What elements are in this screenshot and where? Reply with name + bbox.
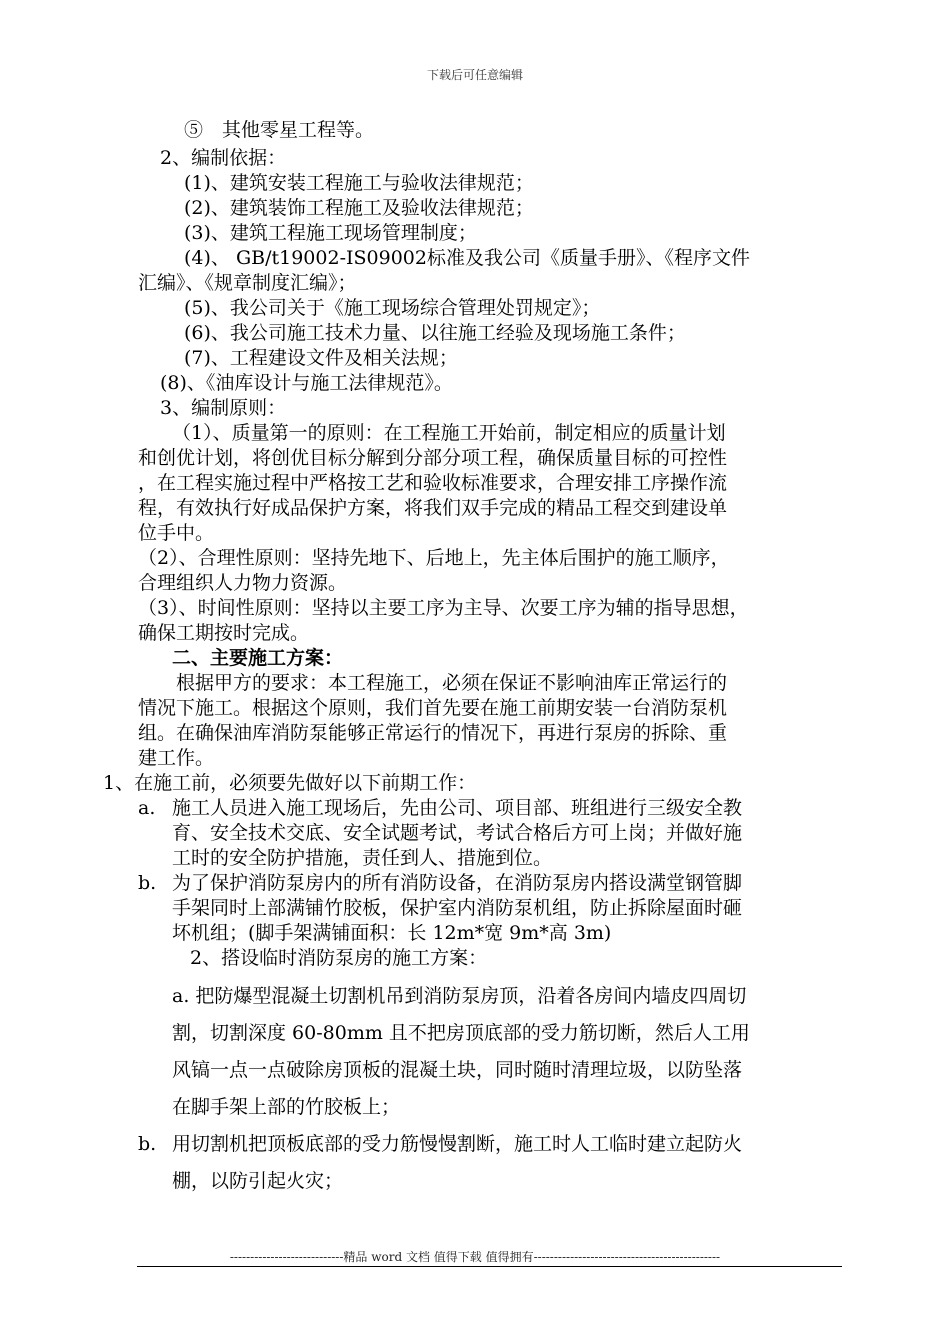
list-item: (7)、工程建设文件及相关法规； xyxy=(184,347,458,369)
list-item: 在脚手架上部的竹胶板上； xyxy=(172,1096,401,1118)
list-item: (3)、建筑工程施工现场管理制度； xyxy=(184,222,477,244)
list-item: 为了保护消防泵房内的所有消防设备，在消防泵房内搭设满堂钢管脚 xyxy=(172,872,743,894)
paragraph-line: 合理组织人力物力资源。 xyxy=(138,572,348,594)
list-item: (6)、我公司施工技术力量、以往施工经验及现场施工条件； xyxy=(184,322,686,344)
paragraph-line: （3）、时间性原则：坚持以主要工序为主导、次要工序为辅的指导思想， xyxy=(138,597,749,619)
list-item: 工时的安全防护措施，责任到人、措施到位。 xyxy=(172,847,553,869)
paragraph-line: 情况下施工。根据这个原则，我们首先要在施工前期安装一台消防泵机 xyxy=(138,697,728,719)
numbered-heading: 2、搭设临时消防泵房的施工方案： xyxy=(190,947,488,969)
list-item: (1)、建筑安装工程施工与验收法律规范； xyxy=(184,172,534,194)
list-marker: b. xyxy=(138,872,157,894)
list-item: 施工人员进入施工现场后，先由公司、项目部、班组进行三级安全教 xyxy=(172,797,743,819)
page-footer: ----------------------------精品 word 文档 值得下载 值得拥有---------------------------------------------- xyxy=(229,1250,721,1264)
paragraph-line: 和创优计划，将创优目标分解到分部分项工程，确保质量目标的可控性 xyxy=(138,447,728,469)
list-marker: a. xyxy=(138,797,156,819)
section-heading: 2、编制依据： xyxy=(160,147,287,169)
list-item: 棚，以防引起火灾； xyxy=(172,1170,344,1192)
list-item: 坏机组；(脚手架满铺面积：长 12m*宽 9m*高 3m) xyxy=(172,922,612,944)
list-marker: b. xyxy=(138,1133,157,1155)
paragraph-line: （2）、合理性原则：坚持先地下、后地上，先主体后围护的施工顺序， xyxy=(138,547,730,569)
numbered-heading: 1、在施工前，必须要先做好以下前期工作： xyxy=(103,772,477,794)
paragraph-line: （1）、质量第一的原则：在工程施工开始前，制定相应的质量计划 xyxy=(172,422,726,444)
paragraph-line: 程，有效执行好成品保护方案，将我们双手完成的精品工程交到建设单 xyxy=(138,497,728,519)
paragraph-line: 建工作。 xyxy=(138,747,215,769)
list-item: (4)、 GB/t19002-IS09002标准及我公司《质量手册》、《程序文件 xyxy=(184,247,750,269)
list-item: 手架同时上部满铺竹胶板，保护室内消防泵机组，防止拆除屋面时砸 xyxy=(172,897,743,919)
text-line: ⑤ 其他零星工程等。 xyxy=(184,119,375,141)
list-item: 育、安全技术交底、安全试题考试，考试合格后方可上岗；并做好施 xyxy=(172,822,743,844)
list-item: (2)、建筑装饰工程施工及验收法律规范； xyxy=(184,197,534,219)
list-item: a. 把防爆型混凝土切割机吊到消防泵房顶，沿着各房间内墙皮四周切 xyxy=(172,985,747,1007)
list-item: (5)、我公司关于《施工现场综合管理处罚规定》； xyxy=(184,297,601,319)
page-header: 下载后可任意编辑 xyxy=(426,68,523,82)
list-item: 用切割机把顶板底部的受力筋慢慢割断，施工时人工临时建立起防火 xyxy=(172,1133,743,1155)
paragraph-line: 组。在确保油库消防泵能够正常运行的情况下，再进行泵房的拆除、重 xyxy=(138,722,728,744)
section-heading: 二、主要施工方案： xyxy=(172,647,344,669)
paragraph-line: ，在工程实施过程中严格按工艺和验收标准要求，合理安排工序操作流 xyxy=(138,472,728,494)
paragraph-line: 确保工期按时完成。 xyxy=(138,622,310,644)
list-item: 风镐一点一点破除房顶板的混凝土块，同时随时清理垃圾，以防坠落 xyxy=(172,1059,743,1081)
list-item: (8)、《油库设计与施工法律规范》。 xyxy=(160,372,453,394)
paragraph-line: 位手中。 xyxy=(138,522,215,544)
list-item-continuation: 汇编》、《规章制度汇编》； xyxy=(138,272,357,294)
section-heading: 3、编制原则： xyxy=(160,397,287,419)
paragraph-line: 根据甲方的要求：本工程施工，必须在保证不影响油库正常运行的 xyxy=(176,672,728,694)
list-item: 割，切割深度 60-80mm 且不把房顶底部的受力筋切断，然后人工用 xyxy=(172,1022,750,1044)
footer-rule xyxy=(137,1266,842,1267)
